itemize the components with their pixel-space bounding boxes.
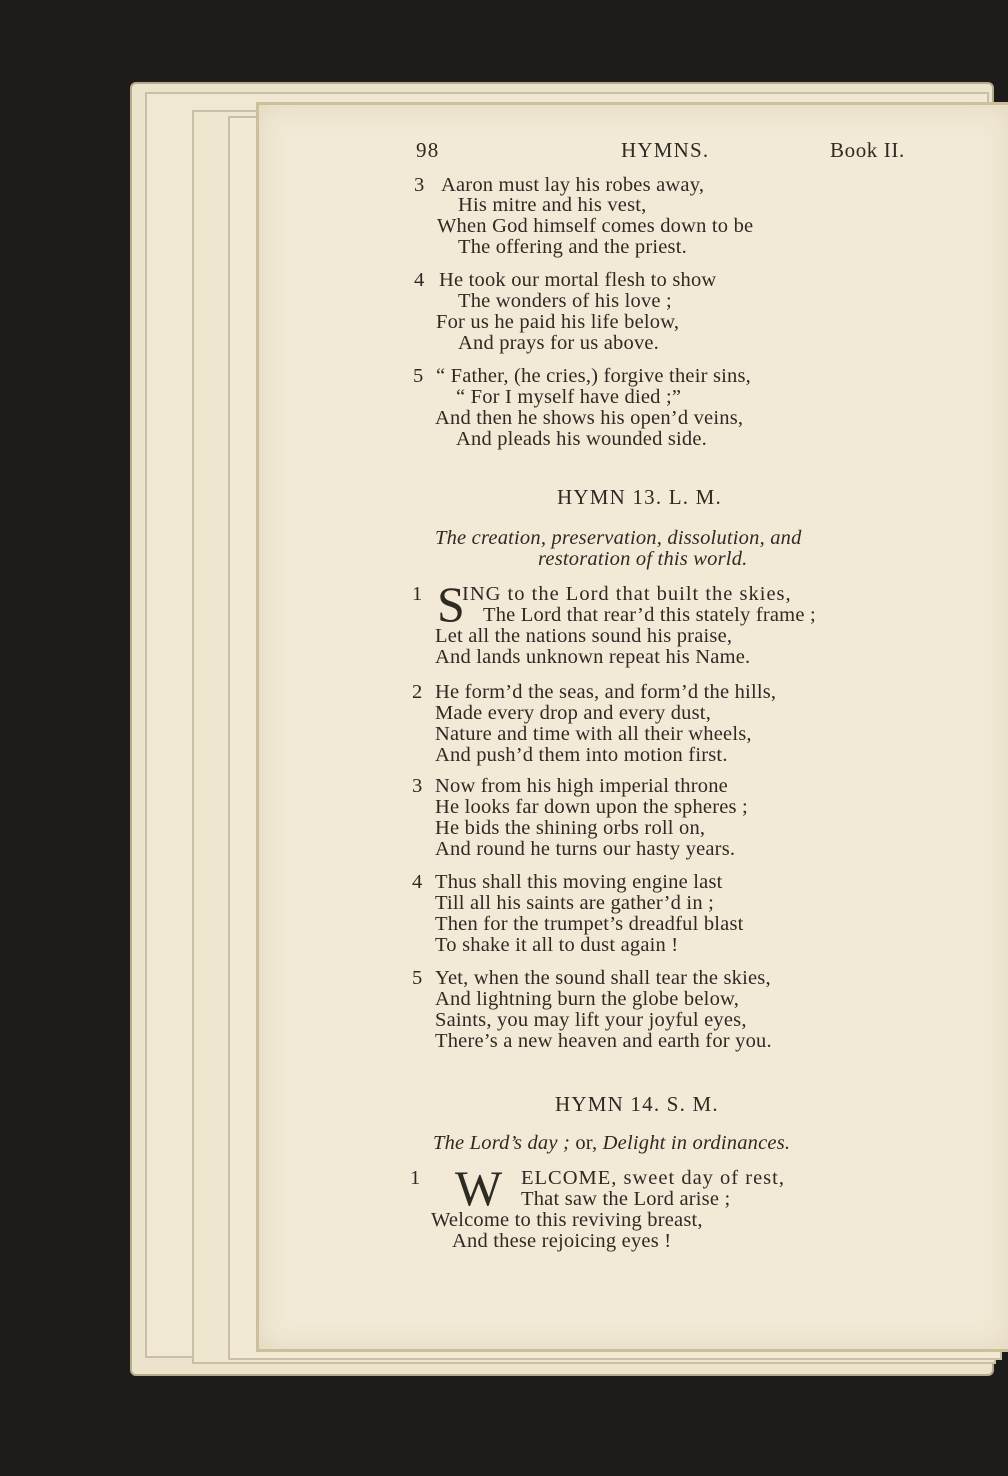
book-page [256, 102, 1008, 1352]
verse-line: Yet, when the sound shall tear the skies, [435, 967, 771, 989]
verse-line: There’s a new heaven and earth for you. [435, 1030, 772, 1052]
verse-line: To shake it all to dust again ! [435, 934, 679, 956]
verse-line: He bids the shining orbs roll on, [435, 817, 706, 839]
verse-number: 1 [410, 1167, 421, 1189]
running-title: HYMNS. [621, 138, 710, 162]
verse-line: And lightning burn the globe below, [435, 988, 740, 1010]
verse-line: ELCOME, sweet day of rest, [521, 1167, 785, 1189]
verse-line: And push’d them into motion first. [435, 744, 728, 766]
drop-cap: W [455, 1160, 503, 1216]
verse-line: For us he paid his life below, [436, 311, 680, 333]
book-label: Book II. [830, 138, 905, 162]
hymn-subtitle-part: The Lord’s day ; [433, 1132, 571, 1154]
verse-number: 3 [412, 775, 423, 797]
verse-line: Now from his high imperial throne [435, 775, 728, 797]
verse-line: He took our mortal flesh to show [439, 269, 717, 291]
drop-cap: S [437, 576, 465, 632]
verse-line: And lands unknown repeat his Name. [435, 646, 751, 668]
verse-number: 4 [412, 871, 423, 893]
verse-line: He form’d the seas, and form’d the hills, [435, 681, 777, 703]
verse-line: The Lord that rear’d this stately frame ; [483, 604, 816, 626]
verse-line: Till all his saints are gather’d in ; [435, 892, 714, 914]
verse-line: And these rejoicing eyes ! [452, 1230, 672, 1252]
verse-line: And prays for us above. [458, 332, 660, 354]
verse-line: That saw the Lord arise ; [521, 1188, 731, 1210]
verse-line: And pleads his wounded side. [456, 428, 707, 450]
verse-line: The wonders of his love ; [458, 290, 672, 312]
verse-line: The offering and the priest. [458, 236, 687, 258]
verse-number: 5 [413, 365, 424, 387]
hymn-subtitle-part: Delight in ordinances. [602, 1132, 791, 1154]
hymn-subtitle-or: or, [570, 1132, 603, 1154]
verse-line: Then for the trumpet’s dreadful blast [435, 913, 744, 935]
hymn-subtitle: The creation, preservation, dissolution, and [435, 527, 802, 549]
verse-line: Made every drop and every dust, [435, 702, 712, 724]
verse-line: He looks far down upon the spheres ; [435, 796, 748, 818]
verse-number: 3 [414, 174, 425, 196]
verse-line: Welcome to this reviving breast, [431, 1209, 703, 1231]
verse-line: His mitre and his vest, [458, 194, 647, 216]
verse-line: When God himself comes down to be [437, 215, 754, 237]
verse-line: “ For I myself have died ;” [456, 386, 682, 408]
verse-number: 1 [412, 583, 423, 605]
verse-number: 2 [412, 681, 423, 703]
verse-line: ING to the Lord that built the skies, [462, 583, 792, 605]
hymn-subtitle: restoration of this world. [538, 548, 748, 570]
hymn-subtitle [433, 1132, 790, 1154]
verse-number: 4 [414, 269, 425, 291]
verse-line: Let all the nations sound his praise, [435, 625, 733, 647]
verse-line: Thus shall this moving engine last [435, 871, 723, 893]
verse-line: Aaron must lay his robes away, [441, 174, 705, 196]
hymn-title: HYMN 13. L. M. [557, 485, 722, 509]
verse-line: And round he turns our hasty years. [435, 838, 736, 860]
verse-line: Nature and time with all their wheels, [435, 723, 752, 745]
page-number: 98 [416, 138, 440, 162]
verse-line: And then he shows his open’d veins, [435, 407, 744, 429]
verse-line: Saints, you may lift your joyful eyes, [435, 1009, 747, 1031]
verse-line: “ Father, (he cries,) forgive their sins, [436, 365, 751, 387]
verse-number: 5 [412, 967, 423, 989]
hymn-title: HYMN 14. S. M. [555, 1092, 719, 1116]
